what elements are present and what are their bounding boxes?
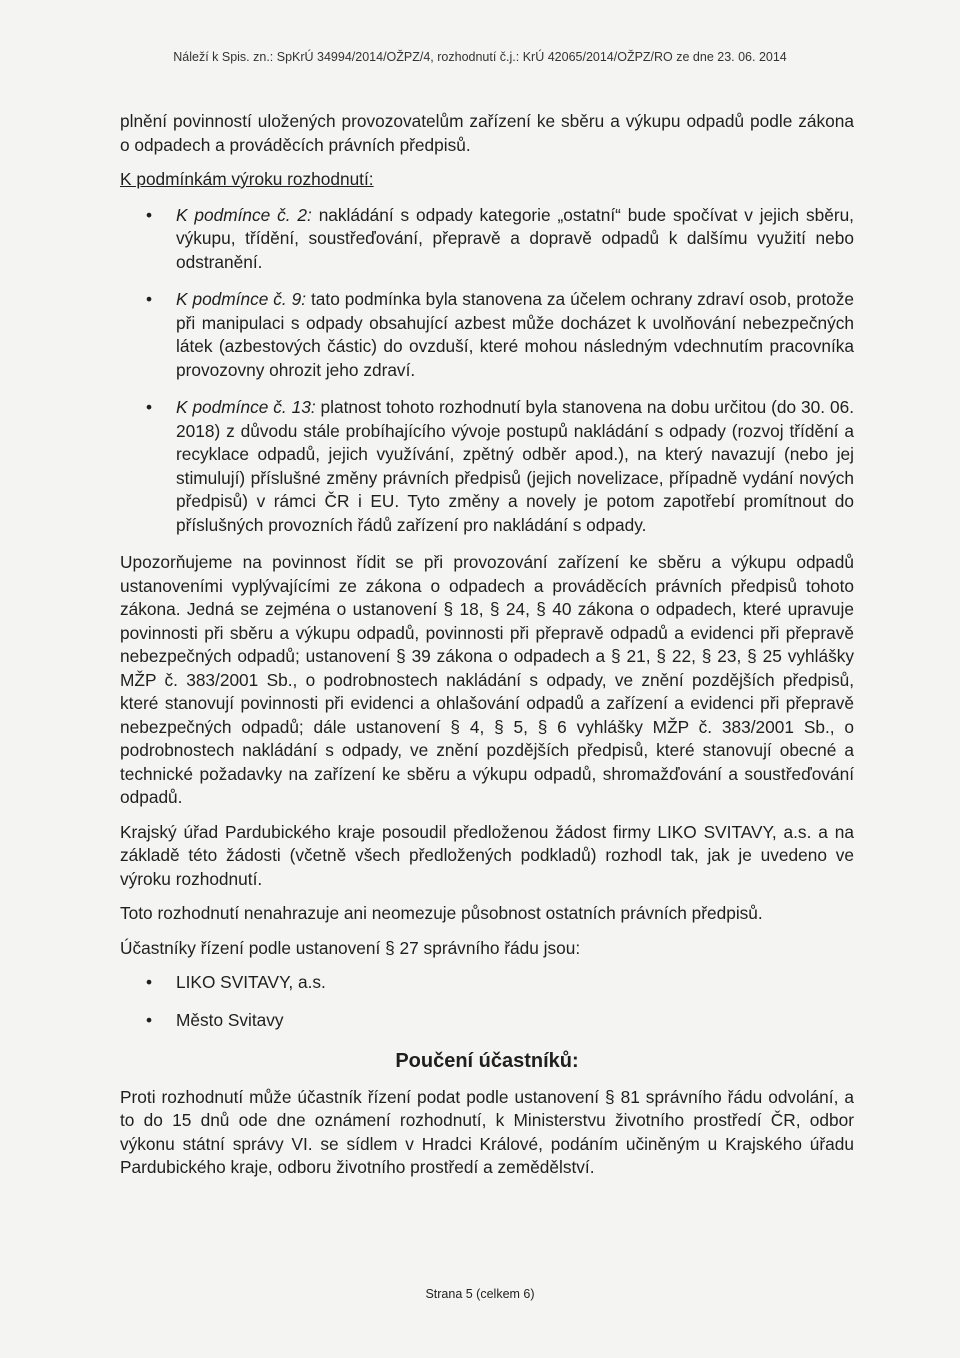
bullet-symbol: • — [146, 1009, 153, 1030]
instruction-heading: Poučení účastníků: — [395, 1050, 579, 1072]
participant-name: Město Svitavy — [176, 1009, 284, 1030]
bullet-symbol: • — [146, 397, 153, 417]
bullet-symbol: • — [146, 972, 153, 992]
scope-paragraph: Toto rozhodnutí nenahrazuje ani neomezuje působnost ostatních právních předpisů. — [120, 903, 763, 923]
document-reference-header: Náleží k Spis. zn.: SpKrÚ 34994/2014/OŽPZ/4, rozhodnutí č.j.: KrÚ 42065/2014/OŽPZ/RO ze dne 23. 06. 2014 — [173, 50, 787, 64]
condition-text: platnost tohoto rozhodnutí byla stanovena na dobu určitou (do 30. 06. 2018) z důvodu stále probíhajícího vývoje postupů nakládání s odpady (rozvoj třídění a recyklace odpadů, jejich využívání, zpětný odběr apod.), na který navazují (nebo jej stimulují) příslušné změny právních předpisů (jejich novelizace, případně vydání nových předpisů) v rámci ČR i EU. Tyto změny a novely je potom zapotřebí promítnout do příslušných provozních řádů zařízení pro nakládání s odpady. — [176, 397, 854, 535]
participant-item — [120, 1009, 854, 1033]
intro-paragraph: plnění povinností uložených provozovatelům zařízení ke sběru a výkupu odpadů podle zákona o odpadech a prováděcích právních předpisů. — [120, 111, 854, 155]
bullet-symbol: • — [146, 204, 153, 225]
condition-item — [120, 204, 854, 275]
participants-list — [120, 971, 854, 1032]
page-number: Strana 5 (celkem 6) — [425, 1287, 535, 1301]
condition-label: K podmínce č. 13: — [176, 397, 316, 417]
participants-intro: Účastníky řízení podle ustanovení § 27 správního řádu jsou: — [120, 937, 581, 958]
conditions-heading: K podmínkám výroku rozhodnutí: — [120, 169, 374, 189]
condition-text: tato podmínka byla stanovena za účelem ochrany zdraví osob, protože při manipulaci s odpady obsahující azbest může docházet k uvolňování nebezpečných látek (azbestových částic) do ovzduší, které mohou následným vdechnutím pracovníka provozovny ohrozit jeho zdraví. — [176, 289, 854, 380]
obligations-paragraph: Upozorňujeme na povinnost řídit se při provozování zařízení ke sběru a výkupu odpadů ustanoveními vyplývajícími ze zákona o odpadech a prováděcích právních předpisů tohoto zákona. Jedná se zejména o ustanovení § 18, § 24, § 40 zákona o odpadech, které upravuje povinnosti při sběru a výkupu odpadů, povinnosti při přepravě odpadů a evidenci při přepravě nebezpečných odpadů; ustanovení § 39 zákona o odpadech a § 21, § 22, § 23, § 25 vyhlášky MŽP č. 383/2001 Sb., o podrobnostech nakládání s odpady, ve znění pozdějších předpisů, které stanovují povinnosti při evidenci a ohlašování odpadů a zařízení a evidenci při přepravě nebezpečných odpadů; dále ustanovení § 4, § 5, § 6 vyhlášky MŽP č. 383/2001 Sb., o podrobnostech nakládání s odpady, ve znění pozdějších předpisů, které stanovují obecné a technické požadavky na zařízení ke sběru a výkupu odpadů, shromažďování a soustřeďování odpadů. — [120, 552, 854, 807]
condition-text: nakládání s odpady kategorie „ostatní“ bude spočívat v jejich sběru, výkupu, třídění, soustřeďování, přepravě a dopravě odpadů k dalšímu využití nebo odstranění. — [176, 204, 854, 272]
condition-label: K podmínce č. 2: — [176, 204, 312, 225]
condition-item — [120, 396, 854, 537]
instruction-paragraph: Proti rozhodnutí může účastník řízení podat podle ustanovení § 81 správního řádu odvolání, a to do 15 dnů ode dne oznámení rozhodnutí, k Ministerstvu životního prostředí ČR, odbor výkonu státní správy VI. se sídlem v Hradci Králové, podáním učiněným u Krajského úřadu Pardubického kraje, odboru životního prostředí a zemědělství. — [120, 1086, 854, 1177]
participant-item — [120, 971, 854, 995]
assessment-paragraph: Krajský úřad Pardubického kraje posoudil předloženou žádost firmy LIKO SVITAVY, a.s. a na základě této žádosti (včetně všech předložených podkladů) rozhodl tak, jak je uvedeno ve výroku rozhodnutí. — [120, 821, 854, 889]
conditions-list — [120, 204, 854, 538]
bullet-symbol: • — [146, 289, 153, 309]
participant-name: LIKO SVITAVY, a.s. — [176, 972, 326, 992]
document-body — [120, 110, 854, 1191]
condition-label: K podmínce č. 9: — [176, 289, 307, 309]
condition-item — [120, 288, 854, 382]
